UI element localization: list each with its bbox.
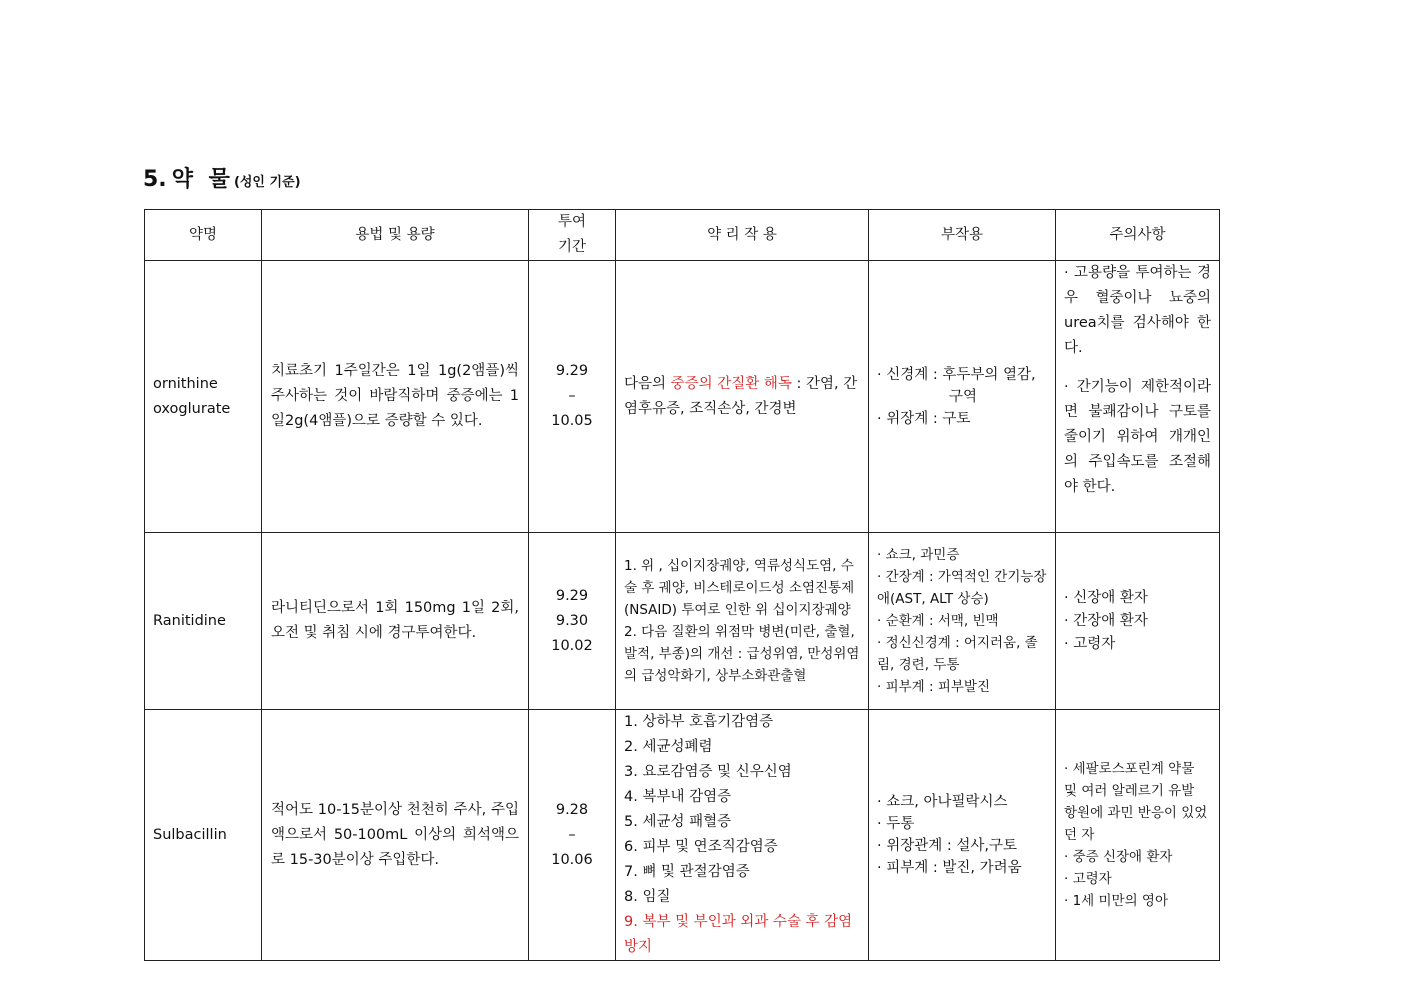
period-cell [529,261,616,533]
drug-name-cell [145,261,262,533]
header-period [529,210,616,261]
period-dash: – [568,826,576,843]
action-cell [616,533,869,710]
period-end: 10.05 [551,413,593,429]
caution-cell [1056,261,1220,533]
action-highlight: 중증의 간질환 해독 [670,375,792,392]
side-effect-item: · 간장계 : 가역적인 간기능장애(AST, ALT 상승) [877,569,1047,607]
caution-item: · 세팔로스포린계 약물 및 여러 알레르기 유발 항원에 과민 반응이 있었던 자 [1064,761,1208,843]
dose-cell: 치료초기 1주일간은 1일 1g(2앰플)씩 주사하는 것이 바람직하며 중증에는 1일2g(4앰플)으로 증량할 수 있다. [262,261,529,533]
header-name: 약명 [145,210,262,261]
drug-name-line: oxoglurate [153,400,231,417]
caution-cell [1056,710,1220,961]
side-effect-item: · 신경계 : 후두부의 열감, [877,366,1036,383]
caution-item: · 고용량을 투여하는 경우 혈중이나 뇨중의 urea치를 검사해야 한다. [1064,265,1211,356]
header-action: 약 리 작 용 [616,210,869,261]
dose-cell: 라니티딘으로서 1회 150mg 1일 2회, 오전 및 취침 시에 경구투여한다. [262,533,529,710]
drug-name-line: ornithine [153,375,218,392]
caution-item: · 간장애 환자 [1064,612,1148,629]
section-heading [143,162,301,193]
action-item: 6. 피부 및 연조직감염증 [624,839,778,855]
period-cell [529,533,616,710]
action-item: 1. 상하부 호흡기감염증 [624,714,774,730]
drug-name-cell: Sulbacillin [145,710,262,961]
header-caution: 주의사항 [1056,210,1220,261]
side-effect-cell [869,261,1056,533]
caution-item: · 신장애 환자 [1064,589,1148,606]
section-number: 5. [143,167,167,192]
action-item: 2. 다음 질환의 위점막 병변(미란, 출혈, 발적, 부종)의 개선 : 급성위염, 만성위염의 급성악화기, 상부소화관출혈 [624,624,860,684]
side-effect-item: · 순환계 : 서맥, 빈맥 [877,613,999,629]
header-side: 부작용 [869,210,1056,261]
caution-cell [1056,533,1220,710]
action-item: 1. 위 , 십이지장궤양, 역류성식도염, 수술 후 궤양, 비스테로이드성 소염진통제(NSAID) 투여로 인한 위 십이지장궤양 [624,558,855,618]
side-effect-item: · 정신신경계 : 어지러움, 졸림, 경련, 두통 [877,635,1038,673]
caution-item: · 중증 신장애 환자 [1064,849,1173,865]
section-title: 약 물 [171,167,234,192]
table-row [145,261,1220,533]
side-effect-item: · 피부계 : 발진, 가려움 [877,860,1022,876]
caution-item: · 간기능이 제한적이라면 불쾌감이나 구토를 줄이기 위하여 개개인의 주입속도를 조절해야 한다. [1064,379,1211,495]
side-effect-item: · 쇼크, 과민증 [877,547,960,563]
side-effect-item: · 두통 [877,816,915,832]
header-period-line1: 투여 [557,214,586,230]
side-effect-item: 구역 [949,388,978,405]
drug-name-cell: Ranitidine [145,533,262,710]
table-row [145,710,1220,961]
caution-item: · 고령자 [1064,635,1116,652]
period-cell [529,710,616,961]
action-item: 5. 세균성 패혈증 [624,814,732,830]
drug-table [144,209,1220,961]
action-prefix: 다음의 [624,375,671,392]
section-subtitle: (성인 기준) [233,175,301,190]
period-date: 9.30 [555,612,589,629]
side-effect-item: · 피부계 : 피부발진 [877,679,991,695]
action-item: 7. 뼈 및 관절감염증 [624,864,750,880]
period-date: 9.29 [555,587,589,604]
action-item: 3. 요로감염증 및 신우신염 [624,764,792,780]
action-item-highlight: 9. 복부 및 부인과 외과 수술 후 감염방지 [624,914,853,955]
period-date: 10.02 [551,637,593,654]
side-effect-cell [869,710,1056,961]
period-dash: – [568,388,576,404]
table-row [145,533,1220,710]
period-start: 9.29 [555,363,589,379]
period-end: 10.06 [551,851,593,868]
action-item: 4. 복부내 감염증 [624,789,732,805]
side-effect-item: · 위장계 : 구토 [877,410,971,427]
period-start: 9.28 [555,801,589,818]
caution-item: · 고령자 [1064,871,1112,887]
header-period-line2: 기간 [557,239,586,255]
header-dose: 용법 및 용량 [262,210,529,261]
dose-cell: 적어도 10-15분이상 천천히 주사, 주입액으로서 50-100mL 이상의 희석액으로 15-30분이상 주입한다. [262,710,529,961]
action-item: 8. 임질 [624,889,671,905]
action-cell [616,261,869,533]
action-cell [616,710,869,961]
side-effect-cell [869,533,1056,710]
caution-item: · 1세 미만의 영아 [1064,893,1168,909]
side-effect-item: · 쇼크, 아나필락시스 [877,794,1008,810]
header-row [145,210,1220,261]
action-suffix: : 간염, 간염후유증, 조직손상, 간경변 [624,375,858,417]
side-effect-item: · 위장관계 : 설사,구토 [877,838,1017,854]
action-item: 2. 세균성폐렴 [624,739,713,755]
